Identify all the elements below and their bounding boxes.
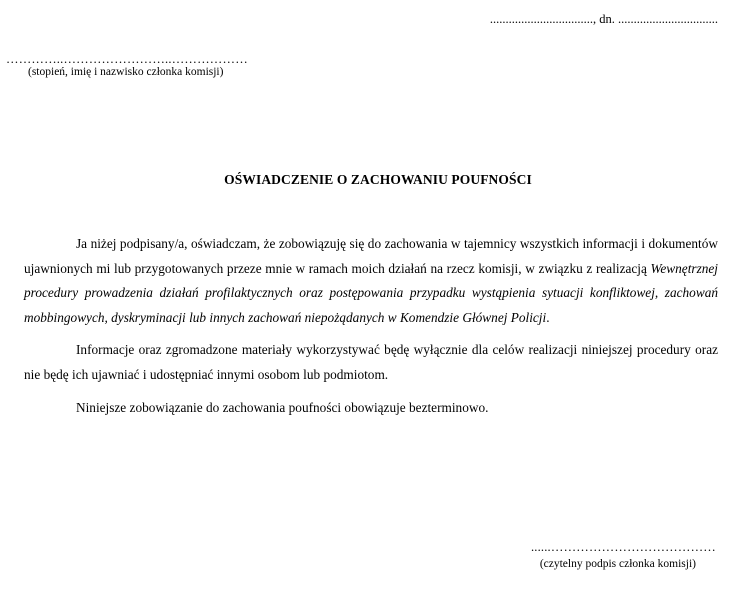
- member-name-caption: (stopień, imię i nazwisko członka komisji): [28, 66, 224, 78]
- place-date-line: ................................., dn. ................................: [489, 12, 718, 26]
- document-title: OŚWIADCZENIE O ZACHOWANIU POUFNOŚCI: [224, 172, 532, 187]
- paragraph-declaration-end: .: [546, 309, 550, 325]
- paragraph-declaration-text: Ja niżej podpisany/a, oświadczam, że zobowiązuję się do zachowania w tajemnicy wszystkich informacji i dokumentów ujawnionych mi lub przygotowanych przeze mnie w ramach moich działań na rzecz komisji, w związku z realizacją: [24, 236, 718, 276]
- member-name-line: …………..……………………..………………: [6, 52, 248, 66]
- paragraph-duration: Niniejsze zobowiązanie do zachowania poufności obowiązuje bezterminowo.: [76, 399, 489, 415]
- procedure-name: Wewnętrznej procedury prowadzenia działań profilaktycznych oraz postępowania przypadku wystąpienia sytuacji konfliktowej, zachowań mobbingowych, dyskryminacji lub innych zachowań niepożądanych w Komendzie Głównej Policji: [24, 260, 718, 325]
- document-body: [24, 232, 718, 420]
- signature-caption: (czytelny podpis członka komisji): [539, 558, 696, 570]
- paragraph-declaration: [24, 232, 718, 330]
- paragraph-usage: Informacje oraz zgromadzone materiały wykorzystywać będę wyłącznie dla celów realizacji niniejszej procedury oraz nie będę ich ujawniać i udostępniać innymi osobom lub podmiotom.: [24, 342, 718, 382]
- signature-line: ......…………………………………: [530, 540, 716, 554]
